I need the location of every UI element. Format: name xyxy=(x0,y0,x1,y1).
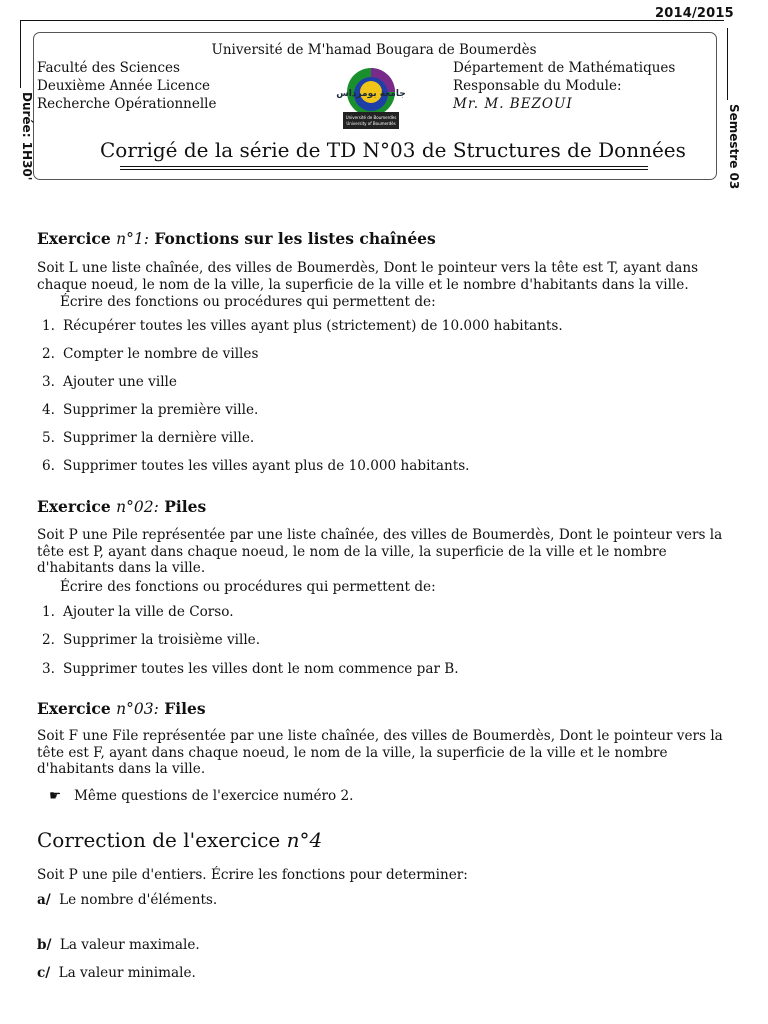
correction-heading: Correction de l'exercice n°4 xyxy=(37,828,323,852)
department-name: Département de Mathématiques xyxy=(453,60,676,76)
logo-caption-2: University of Boumerdès xyxy=(346,121,396,126)
academic-year: 2014/2015 xyxy=(655,6,734,21)
duration-label: Durée: 1H30' xyxy=(20,92,34,181)
exercise-3-heading: Exercice n°03: Files xyxy=(37,699,206,718)
responsible-name: Mr. M. BEZOUI xyxy=(453,96,573,112)
document-title: Corrigé de la série de TD N°03 de Structures de Données xyxy=(100,138,686,162)
bullet-item: ☛ Même questions de l'exercice numéro 2. xyxy=(49,788,354,804)
list-item: 1. Ajouter la ville de Corso. xyxy=(42,604,234,620)
subject-name: Recherche Opérationnelle xyxy=(37,96,217,112)
left-rule xyxy=(20,20,21,88)
list-item: 1. Récupérer toutes les villes ayant plus (strictement) de 10.000 habitants. xyxy=(42,318,563,334)
faculty-name: Faculté des Sciences xyxy=(37,60,180,76)
responsible-label: Responsable du Module: xyxy=(453,78,622,94)
exercise-2-paragraph: Soit P une Pile représentée par une liste chaînée, des villes de Boumerdès, Dont le pointeur vers la tête est P, ayant dans chaque noeud, le nom de la ville, la superficie de la ville et le nombre d'habitants dans la ville. xyxy=(37,527,723,576)
exercise-1-intro: Écrire des fonctions ou procédures qui permettent de: xyxy=(60,294,436,310)
list-item: 4. Supprimer la première ville. xyxy=(42,402,259,418)
list-item: 6. Supprimer toutes les villes ayant plus de 10.000 habitants. xyxy=(42,458,470,474)
question-c: c/ La valeur minimale. xyxy=(37,965,196,981)
logo-caption-1: Université de Boumerdès xyxy=(345,115,397,120)
title-underline-2 xyxy=(120,169,648,170)
title-underline-1 xyxy=(120,166,648,167)
correction-paragraph: Soit P une pile d'entiers. Écrire les fonctions pour determiner: xyxy=(37,867,468,883)
university-name: Université de M'hamad Bougara de Boumerdès xyxy=(211,42,537,58)
list-item: 2. Supprimer la troisième ville. xyxy=(42,632,261,648)
list-item: 3. Ajouter une ville xyxy=(42,374,177,390)
list-item: 2. Compter le nombre de villes xyxy=(42,346,259,362)
right-rule xyxy=(727,28,728,100)
logo-arabic-text: جامعة بومرداس xyxy=(336,89,406,99)
exercise-1-paragraph: Soit L une liste chaînée, des villes de Boumerdès, Dont le pointeur vers la tête est T, ayant dans chaque noeud, le nom de la ville, la superficie de la ville et le nombre d'habitants dans la ville. xyxy=(37,260,699,293)
exercise-3-paragraph: Soit F une File représentée par une liste chaînée, des villes de Boumerdès, Dont le pointeur vers la tête est F, ayant dans chaque noeud, le nom de la ville, la superficie de la ville et le nombre d'habitants dans la ville. xyxy=(37,728,723,777)
exercise-2-intro: Écrire des fonctions ou procédures qui permettent de: xyxy=(60,579,436,595)
exercise-1-heading: Exercice n°1: Fonctions sur les listes chaînées xyxy=(37,229,436,248)
top-rule xyxy=(20,20,724,21)
semester-label: Semestre 03 xyxy=(727,104,741,190)
question-b: b/ La valeur maximale. xyxy=(37,937,200,953)
university-logo xyxy=(336,62,406,132)
question-a: a/ Le nombre d'éléments. xyxy=(37,892,218,908)
list-item: 3. Supprimer toutes les villes dont le nom commence par B. xyxy=(42,661,459,677)
exercise-2-heading: Exercice n°02: Piles xyxy=(37,497,207,516)
study-level: Deuxième Année Licence xyxy=(37,78,210,94)
list-item: 5. Supprimer la dernière ville. xyxy=(42,430,255,446)
pointing-hand-icon: ☛ xyxy=(49,788,62,804)
